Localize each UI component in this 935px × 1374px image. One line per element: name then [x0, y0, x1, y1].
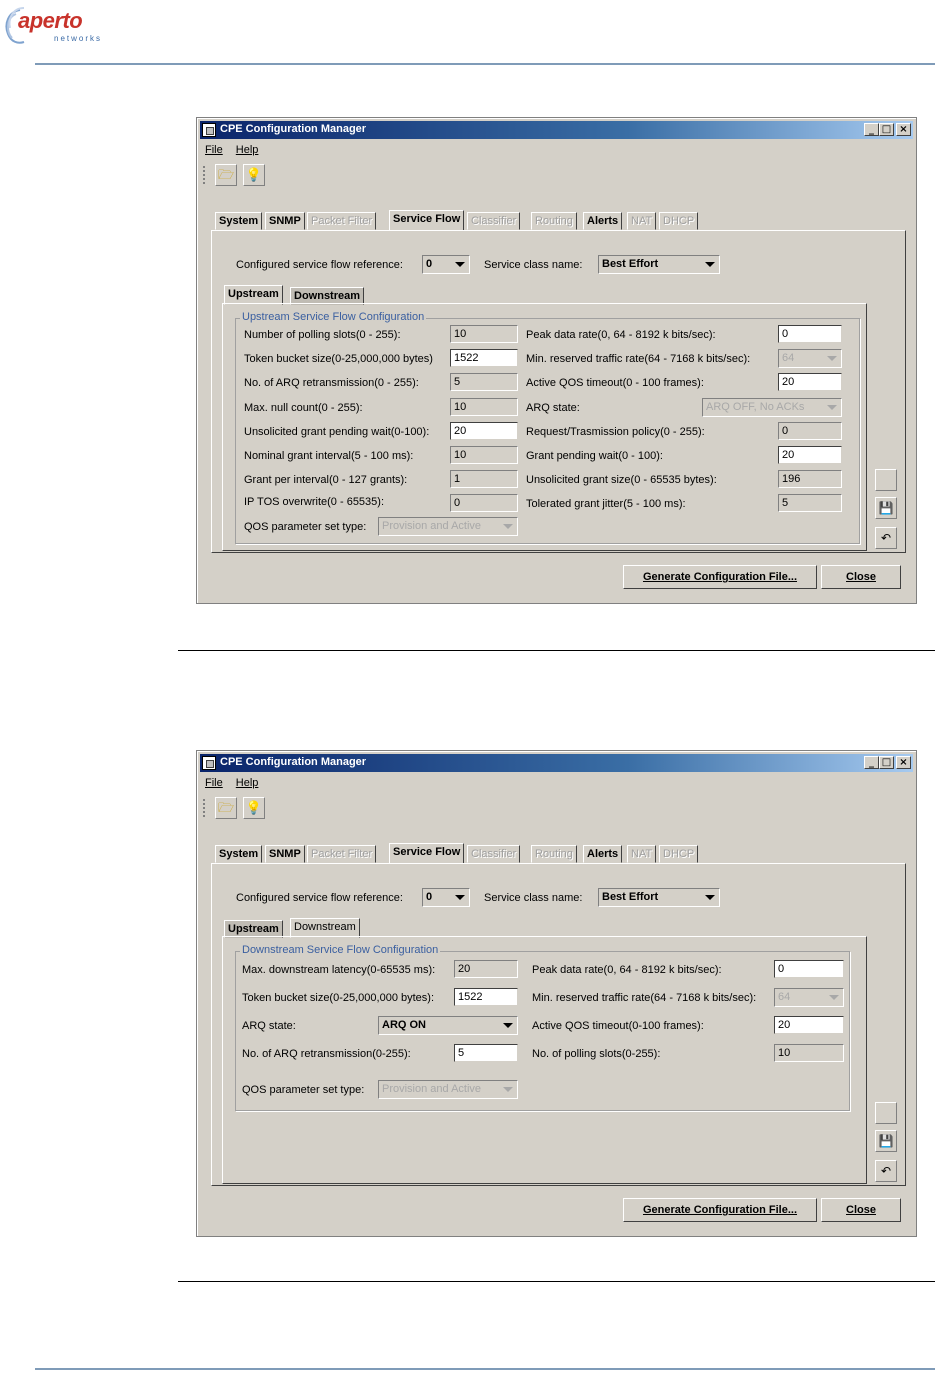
max-null-count-label: Max. null count(0 - 255):	[244, 402, 363, 414]
token-bucket-label: Token bucket size(0-25,000,000 bytes)	[244, 353, 433, 365]
minimize-button[interactable]: _	[864, 123, 879, 136]
tab-snmp[interactable]: SNMP	[265, 845, 305, 863]
header-rule	[35, 63, 935, 65]
save-icon[interactable]: 💾	[875, 1130, 897, 1152]
chevron-down-icon	[827, 405, 837, 410]
peak-data-rate-field[interactable]: 0	[778, 325, 842, 343]
ip-tos-label: IP TOS overwrite(0 - 65535):	[244, 496, 385, 508]
grant-pending-wait-right-field[interactable]: 20	[778, 446, 842, 464]
window-titlebar	[200, 754, 913, 772]
tab-service-flow[interactable]: Service Flow	[389, 843, 464, 864]
peak-data-rate-field[interactable]: 0	[774, 960, 844, 978]
lightbulb-icon[interactable]: 💡	[243, 164, 265, 186]
arq-state-select[interactable]	[378, 1016, 518, 1035]
polling-slots-field: 10	[774, 1044, 844, 1062]
generate-config-label: Generate Configuration File...	[642, 571, 798, 583]
menu-file[interactable]: File	[205, 777, 223, 789]
arq-state-label: ARQ state:	[526, 402, 580, 414]
downstream-subpanel	[222, 936, 867, 1184]
qos-param-type-value: Provision and Active	[382, 520, 482, 532]
peak-data-rate-label: Peak data rate(0, 64 - 8192 k bits/sec):	[532, 964, 722, 976]
tab-routing: Routing	[531, 845, 577, 863]
active-qos-timeout-field[interactable]: 20	[774, 1016, 844, 1034]
blank-side-button[interactable]	[875, 1102, 897, 1124]
min-reserved-rate-label: Min. reserved traffic rate(64 - 7168 k bits/sec):	[532, 992, 757, 1004]
tab-upstream[interactable]: Upstream	[224, 285, 283, 305]
chevron-down-icon	[827, 356, 837, 361]
chevron-down-icon	[503, 524, 513, 529]
chevron-down-icon	[705, 262, 715, 267]
token-bucket-field[interactable]: 1522	[450, 349, 518, 367]
grant-pending-wait-field[interactable]: 20	[450, 422, 518, 440]
min-reserved-rate-value: 64	[782, 352, 795, 364]
tab-snmp[interactable]: SNMP	[265, 212, 305, 230]
lightbulb-icon[interactable]: 💡	[243, 797, 265, 819]
tolerated-grant-jitter-label: Tolerated grant jitter(5 - 100 ms):	[526, 498, 686, 510]
tab-packet-filter: Packet Filter	[307, 845, 376, 863]
close-window-button[interactable]: ×	[896, 123, 911, 136]
token-bucket-label: Token bucket size(0-25,000,000 bytes):	[242, 992, 435, 1004]
window-title: CPE Configuration Manager	[220, 756, 367, 768]
logo-subtext: networks	[54, 34, 103, 43]
grant-pending-wait-right-label: Grant pending wait(0 - 100):	[526, 450, 663, 462]
service-class-select[interactable]	[598, 255, 720, 274]
grant-per-interval-field: 1	[450, 470, 518, 488]
generate-config-label: Generate Configuration File...	[642, 1204, 798, 1216]
qos-param-type-select	[378, 517, 518, 536]
service-class-label: Service class name:	[484, 259, 583, 271]
unsolicited-grant-size-field: 196	[778, 470, 842, 488]
qos-param-type-label: QOS parameter set type:	[242, 1084, 365, 1096]
tab-routing: Routing	[531, 212, 577, 230]
active-qos-timeout-field[interactable]: 20	[778, 373, 842, 391]
nominal-grant-interval-label: Nominal grant interval(5 - 100 ms):	[244, 450, 414, 462]
arq-retransmission-label: No. of ARQ retransmission(0-255):	[242, 1048, 411, 1060]
grant-per-interval-label: Grant per interval(0 - 127 grants):	[244, 474, 408, 486]
cpe-config-window-downstream	[196, 750, 917, 1237]
tab-service-flow[interactable]: Service Flow	[389, 210, 464, 231]
tab-classifier: Classifier	[467, 212, 520, 230]
nominal-grant-interval-field: 10	[450, 446, 518, 464]
tab-system[interactable]: System	[215, 845, 262, 863]
tab-packet-filter: Packet Filter	[307, 212, 376, 230]
blank-side-button[interactable]	[875, 469, 897, 491]
group-title: Downstream Service Flow Configuration	[242, 944, 439, 956]
service-class-value: Best Effort	[602, 891, 659, 903]
chevron-down-icon	[455, 895, 465, 900]
chevron-down-icon	[705, 895, 715, 900]
tab-classifier: Classifier	[467, 845, 520, 863]
active-qos-timeout-label: Active QOS timeout(0 - 100 frames):	[526, 377, 704, 389]
unsolicited-grant-size-label: Unsolicited grant size(0 - 65535 bytes):	[526, 474, 717, 486]
tab-nat: NAT	[627, 845, 656, 863]
close-button[interactable]	[821, 1198, 901, 1222]
close-label: Close	[846, 571, 876, 583]
flow-reference-select[interactable]	[422, 888, 470, 907]
tab-alerts[interactable]: Alerts	[583, 845, 622, 863]
maximize-button[interactable]: □	[879, 756, 894, 769]
polling-slots-label: No. of polling slots(0-255):	[532, 1048, 661, 1060]
menubar	[205, 777, 268, 789]
tab-downstream[interactable]: Downstream	[290, 287, 364, 305]
flow-reference-label: Configured service flow reference:	[236, 892, 403, 904]
service-flow-panel	[211, 230, 906, 553]
min-reserved-rate-label: Min. reserved traffic rate(64 - 7168 k bits/sec):	[526, 353, 751, 365]
tab-alerts[interactable]: Alerts	[583, 212, 622, 230]
polling-slots-field: 10	[450, 325, 518, 343]
ip-tos-field: 0	[450, 494, 518, 512]
window-title: CPE Configuration Manager	[220, 123, 367, 135]
app-icon	[202, 756, 216, 770]
arq-state-select	[702, 398, 842, 417]
qos-param-type-select	[378, 1080, 518, 1099]
app-icon	[202, 123, 216, 137]
figure-separator	[178, 1281, 935, 1282]
group-title: Upstream Service Flow Configuration	[242, 311, 425, 323]
peak-data-rate-label: Peak data rate(0, 64 - 8192 k bits/sec):	[526, 329, 716, 341]
grant-pending-wait-label: Unsolicited grant pending wait(0-100):	[244, 426, 430, 438]
chevron-down-icon	[503, 1023, 513, 1028]
figure-separator	[178, 650, 935, 651]
toolbar-grip[interactable]	[203, 799, 208, 817]
service-class-select[interactable]	[598, 888, 720, 907]
request-transmission-policy-label: Request/Trasmission policy(0 - 255):	[526, 426, 705, 438]
qos-param-type-value: Provision and Active	[382, 1083, 482, 1095]
arq-retransmission-label: No. of ARQ retransmission(0 - 255):	[244, 377, 419, 389]
qos-param-type-label: QOS parameter set type:	[244, 521, 367, 533]
tab-upstream[interactable]: Upstream	[224, 920, 283, 938]
undo-icon[interactable]: ↶	[875, 527, 897, 549]
flow-reference-label: Configured service flow reference:	[236, 259, 403, 271]
toolbar-grip[interactable]	[203, 166, 208, 184]
footer-rule	[35, 1368, 935, 1370]
arq-state-value: ARQ ON	[382, 1019, 426, 1031]
max-downstream-latency-label: Max. downstream latency(0-65535 ms):	[242, 964, 436, 976]
close-window-button[interactable]: ×	[896, 756, 911, 769]
minimize-button[interactable]: _	[864, 756, 879, 769]
min-reserved-rate-select	[774, 988, 844, 1007]
upstream-subpanel	[222, 303, 867, 551]
save-icon[interactable]: 💾	[875, 497, 897, 519]
min-reserved-rate-select	[778, 349, 842, 368]
tolerated-grant-jitter-field: 5	[778, 494, 842, 512]
open-folder-icon[interactable]: 🗁	[215, 164, 237, 186]
menu-file[interactable]: File	[205, 144, 223, 156]
generate-config-button[interactable]	[623, 1198, 817, 1222]
downstream-config-group	[235, 944, 850, 1111]
arq-retransmission-field[interactable]: 5	[454, 1044, 518, 1062]
logo-wordmark: aperto	[18, 8, 83, 33]
menu-help[interactable]: Help	[235, 777, 259, 789]
arq-retransmission-field: 5	[450, 373, 518, 391]
close-button[interactable]	[821, 565, 901, 589]
generate-config-button[interactable]	[623, 565, 817, 589]
max-null-count-field: 10	[450, 398, 518, 416]
service-flow-panel	[211, 863, 906, 1186]
tab-system[interactable]: System	[215, 212, 262, 230]
chevron-down-icon	[455, 262, 465, 267]
service-class-value: Best Effort	[602, 258, 659, 270]
window-titlebar	[200, 121, 913, 139]
flow-reference-select[interactable]	[422, 255, 470, 274]
menu-help[interactable]: Help	[235, 144, 259, 156]
chevron-down-icon	[829, 995, 839, 1000]
token-bucket-field[interactable]: 1522	[454, 988, 518, 1006]
aperto-logo	[2, 4, 122, 50]
arq-state-value: ARQ OFF, No ACKs	[706, 401, 805, 413]
menubar	[205, 144, 268, 156]
maximize-button[interactable]: □	[879, 123, 894, 136]
open-folder-icon[interactable]: 🗁	[215, 797, 237, 819]
service-class-label: Service class name:	[484, 892, 583, 904]
polling-slots-label: Number of polling slots(0 - 255):	[244, 329, 401, 341]
tab-nat: NAT	[627, 212, 656, 230]
tab-dhcp: DHCP	[659, 212, 698, 230]
flow-reference-value: 0	[426, 891, 433, 903]
max-downstream-latency-field: 20	[454, 960, 518, 978]
active-qos-timeout-label: Active QOS timeout(0-100 frames):	[532, 1020, 704, 1032]
flow-reference-value: 0	[426, 258, 433, 270]
tab-dhcp: DHCP	[659, 845, 698, 863]
chevron-down-icon	[503, 1087, 513, 1092]
cpe-config-window-upstream	[196, 117, 917, 604]
min-reserved-rate-value: 64	[778, 991, 791, 1003]
upstream-config-group	[235, 311, 860, 544]
arq-state-label: ARQ state:	[242, 1020, 296, 1032]
close-label: Close	[846, 1204, 876, 1216]
undo-icon[interactable]: ↶	[875, 1160, 897, 1182]
request-transmission-policy-field: 0	[778, 422, 842, 440]
tab-downstream[interactable]: Downstream	[290, 918, 360, 938]
